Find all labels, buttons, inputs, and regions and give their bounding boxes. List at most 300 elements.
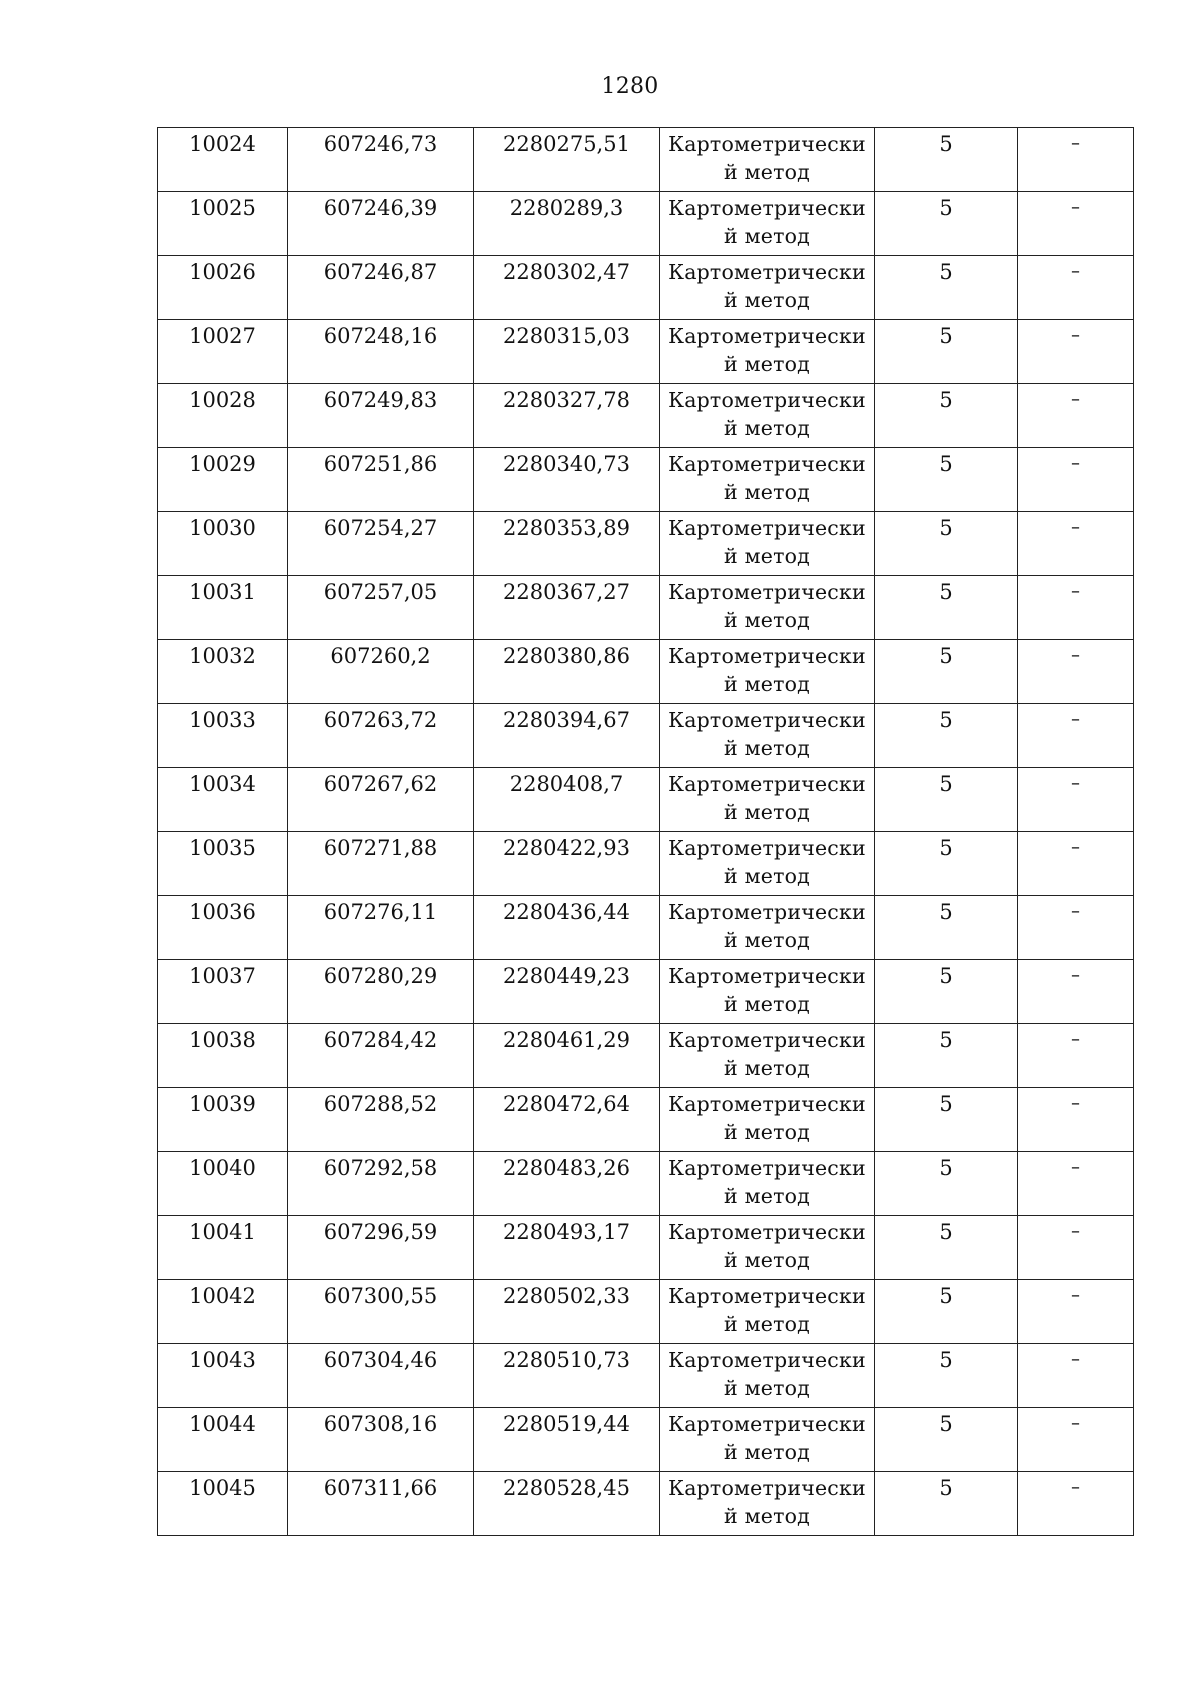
x-coordinate-cell xyxy=(288,576,474,640)
note: – xyxy=(1071,837,1080,858)
y-coordinate: 2280302,47 xyxy=(503,260,630,284)
accuracy-cell xyxy=(875,320,1018,384)
y-coordinate: 2280275,51 xyxy=(503,132,630,156)
table-row xyxy=(158,384,1134,448)
method-line-2: й метод xyxy=(724,608,810,632)
y-coordinate: 2280340,73 xyxy=(503,452,630,476)
note: – xyxy=(1071,965,1080,986)
point-id-cell xyxy=(158,1408,288,1472)
note: – xyxy=(1071,901,1080,922)
table-row xyxy=(158,128,1134,192)
method-cell xyxy=(660,1472,875,1536)
x-coordinate: 607263,72 xyxy=(323,708,438,732)
method-line-1: Картометрически xyxy=(668,1476,866,1500)
x-coordinate: 607246,73 xyxy=(323,132,438,156)
accuracy: 5 xyxy=(939,1028,953,1052)
point-id-cell xyxy=(158,448,288,512)
method-line-1: Картометрически xyxy=(668,324,866,348)
method-cell xyxy=(660,448,875,512)
method-line-2: й метод xyxy=(724,1440,810,1464)
note: – xyxy=(1071,325,1080,346)
x-coordinate-cell xyxy=(288,640,474,704)
point-id-cell xyxy=(158,576,288,640)
method-line-1: Картометрически xyxy=(668,900,866,924)
note: – xyxy=(1071,517,1080,538)
y-coordinate-cell xyxy=(474,1408,660,1472)
x-coordinate: 607308,16 xyxy=(323,1412,438,1436)
table-row xyxy=(158,1280,1134,1344)
y-coordinate: 2280461,29 xyxy=(503,1028,630,1052)
method-line-2: й метод xyxy=(724,544,810,568)
method-line-1: Картометрически xyxy=(668,388,866,412)
method-line-1: Картометрически xyxy=(668,452,866,476)
table-row xyxy=(158,1024,1134,1088)
y-coordinate-cell xyxy=(474,1472,660,1536)
y-coordinate-cell xyxy=(474,960,660,1024)
method-line-2: й метод xyxy=(724,288,810,312)
note: – xyxy=(1071,773,1080,794)
note-cell xyxy=(1018,576,1134,640)
note-cell xyxy=(1018,1344,1134,1408)
accuracy-cell xyxy=(875,1088,1018,1152)
method-line-1: Картометрически xyxy=(668,1220,866,1244)
accuracy-cell xyxy=(875,256,1018,320)
x-coordinate: 607246,87 xyxy=(323,260,438,284)
point-id-cell xyxy=(158,512,288,576)
method-line-2: й метод xyxy=(724,1248,810,1272)
point-id: 10034 xyxy=(189,772,256,796)
y-coordinate-cell xyxy=(474,320,660,384)
accuracy: 5 xyxy=(939,836,953,860)
note: – xyxy=(1071,1413,1080,1434)
accuracy: 5 xyxy=(939,452,953,476)
point-id: 10024 xyxy=(189,132,256,156)
table-row xyxy=(158,896,1134,960)
y-coordinate: 2280394,67 xyxy=(503,708,630,732)
x-coordinate-cell xyxy=(288,1408,474,1472)
x-coordinate: 607284,42 xyxy=(323,1028,438,1052)
note-cell xyxy=(1018,832,1134,896)
note: – xyxy=(1071,645,1080,666)
y-coordinate: 2280367,27 xyxy=(503,580,630,604)
point-id-cell xyxy=(158,192,288,256)
x-coordinate-cell xyxy=(288,1088,474,1152)
accuracy: 5 xyxy=(939,516,953,540)
x-coordinate-cell xyxy=(288,256,474,320)
y-coordinate: 2280502,33 xyxy=(503,1284,630,1308)
point-id: 10040 xyxy=(189,1156,256,1180)
accuracy-cell xyxy=(875,1344,1018,1408)
point-id-cell xyxy=(158,1152,288,1216)
point-id: 10038 xyxy=(189,1028,256,1052)
note: – xyxy=(1071,1477,1080,1498)
accuracy: 5 xyxy=(939,1412,953,1436)
table-row xyxy=(158,832,1134,896)
y-coordinate: 2280408,7 xyxy=(509,772,624,796)
table-row xyxy=(158,448,1134,512)
y-coordinate-cell xyxy=(474,512,660,576)
method-line-2: й метод xyxy=(724,160,810,184)
table-row xyxy=(158,1216,1134,1280)
page-number: 1280 xyxy=(601,74,659,99)
note-cell xyxy=(1018,512,1134,576)
note-cell xyxy=(1018,896,1134,960)
accuracy-cell xyxy=(875,512,1018,576)
method-cell xyxy=(660,1088,875,1152)
x-coordinate: 607260,2 xyxy=(330,644,431,668)
accuracy-cell xyxy=(875,1152,1018,1216)
method-cell xyxy=(660,256,875,320)
accuracy: 5 xyxy=(939,772,953,796)
method-line-1: Картометрически xyxy=(668,260,866,284)
accuracy: 5 xyxy=(939,260,953,284)
x-coordinate-cell xyxy=(288,704,474,768)
y-coordinate: 2280289,3 xyxy=(509,196,624,220)
method-cell xyxy=(660,384,875,448)
point-id: 10027 xyxy=(189,324,256,348)
y-coordinate-cell xyxy=(474,768,660,832)
point-id: 10041 xyxy=(189,1220,256,1244)
method-line-2: й метод xyxy=(724,672,810,696)
accuracy-cell xyxy=(875,960,1018,1024)
accuracy-cell xyxy=(875,1280,1018,1344)
method-line-1: Картометрически xyxy=(668,196,866,220)
point-id-cell xyxy=(158,320,288,384)
point-id: 10035 xyxy=(189,836,256,860)
point-id: 10032 xyxy=(189,644,256,668)
note-cell xyxy=(1018,192,1134,256)
method-line-1: Картометрически xyxy=(668,964,866,988)
note-cell xyxy=(1018,1024,1134,1088)
table-row xyxy=(158,1344,1134,1408)
accuracy: 5 xyxy=(939,708,953,732)
note: – xyxy=(1071,1285,1080,1306)
note-cell xyxy=(1018,448,1134,512)
y-coordinate-cell xyxy=(474,448,660,512)
y-coordinate: 2280315,03 xyxy=(503,324,630,348)
note-cell xyxy=(1018,384,1134,448)
point-id-cell xyxy=(158,384,288,448)
table-row xyxy=(158,512,1134,576)
method-cell xyxy=(660,128,875,192)
y-coordinate-cell xyxy=(474,640,660,704)
note: – xyxy=(1071,453,1080,474)
x-coordinate: 607246,39 xyxy=(323,196,438,220)
x-coordinate: 607271,88 xyxy=(323,836,438,860)
method-cell xyxy=(660,896,875,960)
note: – xyxy=(1071,1221,1080,1242)
x-coordinate: 607276,11 xyxy=(323,900,438,924)
coordinates-table-body xyxy=(158,128,1134,1536)
method-line-1: Картометрически xyxy=(668,580,866,604)
y-coordinate-cell xyxy=(474,384,660,448)
x-coordinate-cell xyxy=(288,1344,474,1408)
x-coordinate-cell xyxy=(288,320,474,384)
y-coordinate: 2280528,45 xyxy=(503,1476,630,1500)
method-cell xyxy=(660,1344,875,1408)
point-id-cell xyxy=(158,896,288,960)
accuracy: 5 xyxy=(939,1476,953,1500)
accuracy-cell xyxy=(875,832,1018,896)
method-cell xyxy=(660,192,875,256)
x-coordinate-cell xyxy=(288,192,474,256)
y-coordinate: 2280327,78 xyxy=(503,388,630,412)
note-cell xyxy=(1018,1216,1134,1280)
note: – xyxy=(1071,1029,1080,1050)
accuracy-cell xyxy=(875,1216,1018,1280)
y-coordinate-cell xyxy=(474,1344,660,1408)
method-line-2: й метод xyxy=(724,480,810,504)
accuracy-cell xyxy=(875,896,1018,960)
method-line-2: й метод xyxy=(724,928,810,952)
y-coordinate-cell xyxy=(474,704,660,768)
note: – xyxy=(1071,1349,1080,1370)
note-cell xyxy=(1018,960,1134,1024)
point-id: 10031 xyxy=(189,580,256,604)
note-cell xyxy=(1018,320,1134,384)
y-coordinate-cell xyxy=(474,576,660,640)
point-id: 10039 xyxy=(189,1092,256,1116)
x-coordinate: 607254,27 xyxy=(323,516,438,540)
note-cell xyxy=(1018,128,1134,192)
table-row xyxy=(158,768,1134,832)
point-id: 10026 xyxy=(189,260,256,284)
x-coordinate-cell xyxy=(288,1280,474,1344)
accuracy: 5 xyxy=(939,580,953,604)
method-line-1: Картометрически xyxy=(668,1092,866,1116)
point-id: 10028 xyxy=(189,388,256,412)
point-id-cell xyxy=(158,1088,288,1152)
method-line-1: Картометрически xyxy=(668,772,866,796)
x-coordinate: 607288,52 xyxy=(323,1092,438,1116)
method-cell xyxy=(660,1408,875,1472)
point-id: 10036 xyxy=(189,900,256,924)
method-line-1: Картометрически xyxy=(668,644,866,668)
coordinates-table xyxy=(157,127,1134,1536)
method-line-1: Картометрически xyxy=(668,516,866,540)
note-cell xyxy=(1018,1088,1134,1152)
accuracy: 5 xyxy=(939,1156,953,1180)
method-line-1: Картометрически xyxy=(668,1028,866,1052)
table-row xyxy=(158,1152,1134,1216)
accuracy: 5 xyxy=(939,1284,953,1308)
note: – xyxy=(1071,709,1080,730)
method-cell xyxy=(660,576,875,640)
y-coordinate-cell xyxy=(474,128,660,192)
y-coordinate: 2280493,17 xyxy=(503,1220,630,1244)
y-coordinate: 2280510,73 xyxy=(503,1348,630,1372)
method-line-2: й метод xyxy=(724,224,810,248)
x-coordinate-cell xyxy=(288,1216,474,1280)
x-coordinate: 607267,62 xyxy=(323,772,438,796)
method-line-1: Картометрически xyxy=(668,1348,866,1372)
y-coordinate: 2280380,86 xyxy=(503,644,630,668)
note-cell xyxy=(1018,1280,1134,1344)
x-coordinate: 607311,66 xyxy=(323,1476,438,1500)
method-line-1: Картометрически xyxy=(668,708,866,732)
method-line-2: й метод xyxy=(724,1504,810,1528)
accuracy: 5 xyxy=(939,388,953,412)
point-id: 10044 xyxy=(189,1412,256,1436)
method-cell xyxy=(660,320,875,384)
x-coordinate-cell xyxy=(288,896,474,960)
note: – xyxy=(1071,581,1080,602)
y-coordinate: 2280422,93 xyxy=(503,836,630,860)
method-line-1: Картометрически xyxy=(668,132,866,156)
accuracy: 5 xyxy=(939,1220,953,1244)
method-line-1: Картометрически xyxy=(668,1156,866,1180)
y-coordinate: 2280519,44 xyxy=(503,1412,630,1436)
accuracy: 5 xyxy=(939,1348,953,1372)
y-coordinate-cell xyxy=(474,1216,660,1280)
accuracy-cell xyxy=(875,768,1018,832)
point-id: 10043 xyxy=(189,1348,256,1372)
method-cell xyxy=(660,768,875,832)
accuracy-cell xyxy=(875,128,1018,192)
accuracy: 5 xyxy=(939,324,953,348)
method-cell xyxy=(660,832,875,896)
note-cell xyxy=(1018,1152,1134,1216)
point-id-cell xyxy=(158,768,288,832)
x-coordinate: 607296,59 xyxy=(323,1220,438,1244)
x-coordinate-cell xyxy=(288,448,474,512)
method-line-1: Картометрически xyxy=(668,1284,866,1308)
y-coordinate: 2280353,89 xyxy=(503,516,630,540)
y-coordinate: 2280436,44 xyxy=(503,900,630,924)
method-cell xyxy=(660,512,875,576)
y-coordinate: 2280449,23 xyxy=(503,964,630,988)
accuracy-cell xyxy=(875,1408,1018,1472)
accuracy: 5 xyxy=(939,900,953,924)
table-row xyxy=(158,256,1134,320)
x-coordinate: 607249,83 xyxy=(323,388,438,412)
x-coordinate: 607248,16 xyxy=(323,324,438,348)
method-cell xyxy=(660,1280,875,1344)
method-line-2: й метод xyxy=(724,1312,810,1336)
x-coordinate-cell xyxy=(288,768,474,832)
note-cell xyxy=(1018,704,1134,768)
point-id-cell xyxy=(158,832,288,896)
method-line-2: й метод xyxy=(724,352,810,376)
accuracy: 5 xyxy=(939,132,953,156)
method-cell xyxy=(660,960,875,1024)
y-coordinate-cell xyxy=(474,1280,660,1344)
note-cell xyxy=(1018,1472,1134,1536)
x-coordinate: 607280,29 xyxy=(323,964,438,988)
method-cell xyxy=(660,1024,875,1088)
x-coordinate-cell xyxy=(288,1024,474,1088)
x-coordinate-cell xyxy=(288,384,474,448)
accuracy: 5 xyxy=(939,1092,953,1116)
method-line-2: й метод xyxy=(724,864,810,888)
accuracy: 5 xyxy=(939,644,953,668)
point-id-cell xyxy=(158,128,288,192)
note: – xyxy=(1071,261,1080,282)
accuracy-cell xyxy=(875,384,1018,448)
x-coordinate: 607292,58 xyxy=(323,1156,438,1180)
accuracy-cell xyxy=(875,576,1018,640)
method-cell xyxy=(660,1152,875,1216)
accuracy-cell xyxy=(875,192,1018,256)
method-line-2: й метод xyxy=(724,416,810,440)
note-cell xyxy=(1018,256,1134,320)
accuracy-cell xyxy=(875,640,1018,704)
x-coordinate: 607257,05 xyxy=(323,580,438,604)
method-line-2: й метод xyxy=(724,800,810,824)
y-coordinate-cell xyxy=(474,1152,660,1216)
y-coordinate-cell xyxy=(474,1088,660,1152)
note: – xyxy=(1071,197,1080,218)
method-line-2: й метод xyxy=(724,992,810,1016)
accuracy-cell xyxy=(875,448,1018,512)
accuracy: 5 xyxy=(939,196,953,220)
note-cell xyxy=(1018,1408,1134,1472)
y-coordinate-cell xyxy=(474,896,660,960)
accuracy-cell xyxy=(875,1472,1018,1536)
x-coordinate-cell xyxy=(288,512,474,576)
method-cell xyxy=(660,1216,875,1280)
note: – xyxy=(1071,1093,1080,1114)
table-row xyxy=(158,1472,1134,1536)
table-row xyxy=(158,320,1134,384)
note: – xyxy=(1071,133,1080,154)
x-coordinate-cell xyxy=(288,832,474,896)
method-line-2: й метод xyxy=(724,736,810,760)
point-id-cell xyxy=(158,960,288,1024)
method-line-1: Картометрически xyxy=(668,1412,866,1436)
table-row xyxy=(158,192,1134,256)
table-row xyxy=(158,640,1134,704)
point-id: 10033 xyxy=(189,708,256,732)
point-id-cell xyxy=(158,1280,288,1344)
point-id-cell xyxy=(158,704,288,768)
note: – xyxy=(1071,389,1080,410)
method-line-2: й метод xyxy=(724,1120,810,1144)
y-coordinate-cell xyxy=(474,832,660,896)
point-id-cell xyxy=(158,1344,288,1408)
point-id: 10037 xyxy=(189,964,256,988)
accuracy-cell xyxy=(875,1024,1018,1088)
x-coordinate: 607251,86 xyxy=(323,452,438,476)
point-id: 10030 xyxy=(189,516,256,540)
table-row xyxy=(158,1088,1134,1152)
point-id: 10042 xyxy=(189,1284,256,1308)
accuracy-cell xyxy=(875,704,1018,768)
accuracy: 5 xyxy=(939,964,953,988)
note-cell xyxy=(1018,640,1134,704)
table-row xyxy=(158,960,1134,1024)
note-cell xyxy=(1018,768,1134,832)
method-line-1: Картометрически xyxy=(668,836,866,860)
method-line-2: й метод xyxy=(724,1056,810,1080)
point-id-cell xyxy=(158,640,288,704)
x-coordinate-cell xyxy=(288,128,474,192)
note: – xyxy=(1071,1157,1080,1178)
y-coordinate: 2280483,26 xyxy=(503,1156,630,1180)
x-coordinate-cell xyxy=(288,1152,474,1216)
table-row xyxy=(158,576,1134,640)
y-coordinate-cell xyxy=(474,256,660,320)
point-id-cell xyxy=(158,1024,288,1088)
x-coordinate: 607304,46 xyxy=(323,1348,438,1372)
x-coordinate-cell xyxy=(288,1472,474,1536)
y-coordinate-cell xyxy=(474,192,660,256)
point-id-cell xyxy=(158,256,288,320)
point-id: 10045 xyxy=(189,1476,256,1500)
x-coordinate: 607300,55 xyxy=(323,1284,438,1308)
y-coordinate-cell xyxy=(474,1024,660,1088)
x-coordinate-cell xyxy=(288,960,474,1024)
